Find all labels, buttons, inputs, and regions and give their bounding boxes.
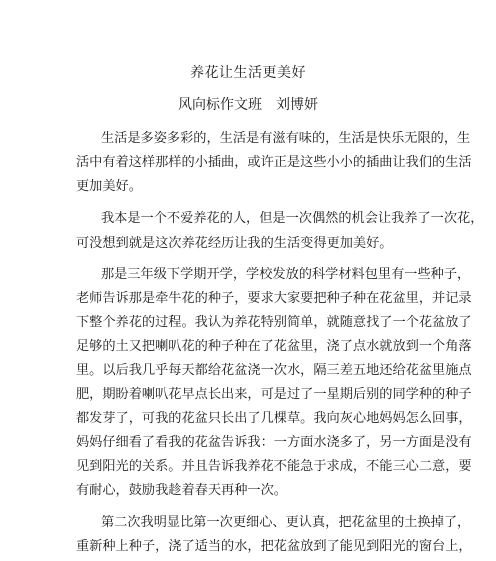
paragraph-line: 都发芽了，可我的花盆只长出了几棵草。我向灰心地妈妈怎么回事，: [76, 411, 472, 426]
paragraph-line: 见到阳光的关系。并且告诉我养花不能急于求成，不能三心二意，要: [76, 459, 472, 474]
document-byline: 风向标作文班 刘博妍: [178, 97, 318, 113]
paragraph-line: 我本是一个不爱养花的人，但是一次偶然的机会让我养了一次花，: [101, 211, 484, 226]
paragraph-line: 下整个养花的过程。我认为养花特别简单，就随意找了一个花盆放了: [76, 315, 472, 330]
paragraph-line: 生活是多姿多彩的，生活是有滋有味的，生活是快乐无限的，生: [101, 131, 471, 146]
paragraph-line: 第二次我明显比第一次更细心、更认真，把花盆里的土换掉了，: [101, 515, 471, 530]
paragraph-line: 可没想到就是这次养花经历让我的生活变得更加美好。: [76, 236, 393, 251]
paragraph-line: 重新种上种子，浇了适当的水，把花盆放到了能见到阳光的窗台上，: [76, 539, 472, 554]
document-title: 养花让生活更美好: [190, 65, 306, 81]
paragraph-line: 活中有着这样那样的小插曲，或许正是这些小小的插曲让我们的生活: [76, 155, 472, 170]
paragraph-line: 妈妈仔细看了看我的花盆告诉我：一方面水浇多了，另一方面是没有: [76, 435, 472, 450]
paragraph-line: 更加美好。: [76, 179, 142, 194]
paragraph-line: 肥，期盼着喇叭花早点长出来，可是过了一星期后别的同学种的种子: [76, 387, 472, 402]
paragraph-line: 有耐心，鼓励我趁着春天再种一次。: [76, 483, 287, 498]
paragraph-line: 里。以后我几乎每天都给花盆浇一次水，隔三差五地还给花盆里施点: [76, 363, 472, 378]
paragraph-line: 老师告诉那是牵牛花的种子，要求大家要把种子种在花盆里，并记录: [76, 291, 472, 306]
paragraph-line: 足够的土又把喇叭花的种子种在了花盆里，浇了点水就放到一个角落: [76, 339, 472, 354]
paragraph-line: 那是三年级下学期开学，学校发放的科学材料包里有一些种子，: [101, 267, 471, 282]
